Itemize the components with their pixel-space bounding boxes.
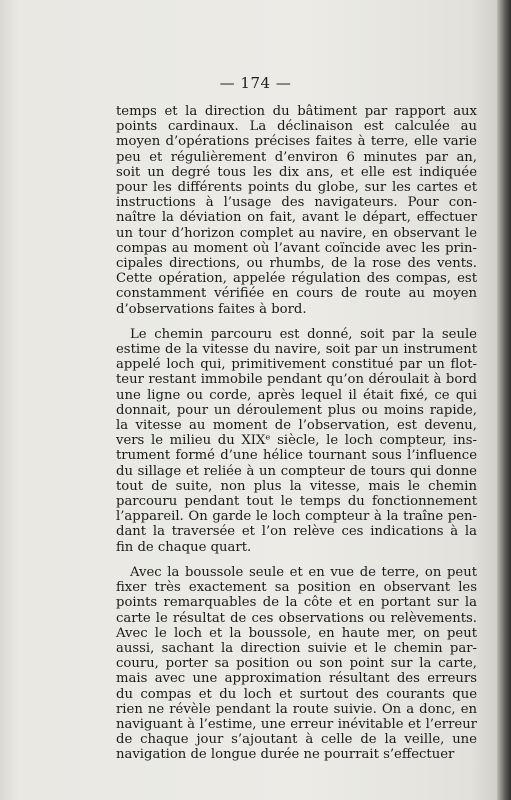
text-line: fin de chaque quart. xyxy=(116,539,252,555)
text-line: vers le milieu du XIXᵉ siècle, le loch compteur, ins- xyxy=(116,433,477,449)
text-line: constamment vérifiée en cours de route au moyen xyxy=(116,286,477,302)
text-line: pour les différents points du globe, sur les cartes et xyxy=(116,180,477,196)
text-line: du sillage et reliée à un compteur de tours qui donne xyxy=(116,463,477,479)
text-line: points remarquables de la côte et en portant sur la xyxy=(116,595,477,611)
text-line: temps et la direction du bâtiment par rapport aux xyxy=(116,104,477,119)
paragraph-3 xyxy=(116,565,477,763)
text-line: du compas et du loch et surtout des courants que xyxy=(116,686,477,702)
text-line: couru, porter sa position ou son point sur la carte, xyxy=(116,656,477,672)
text-line: Le chemin parcouru est donné, soit par la seule xyxy=(130,326,477,342)
text-line: soit un degré tous les dix ans, et elle est indiquée xyxy=(116,164,477,180)
text-line: fixer très exactement sa position en observant les xyxy=(116,580,477,596)
text-line: un tour d’horizon complet au navire, en observant le xyxy=(116,225,477,241)
text-line: Avec le loch et la boussole, en haute mer, on peut xyxy=(116,625,477,641)
text-line: parcouru pendant tout le temps du fonctionnement xyxy=(116,494,477,510)
text-line: tout de suite, non plus la vitesse, mais le chemin xyxy=(116,478,477,494)
text-line: naître la déviation on fait, avant le départ, effectuer xyxy=(116,210,477,226)
text-line: dant la traversée et l’on relève ces indications à la xyxy=(116,524,477,540)
text-line: estime de la vitesse du navire, soit par un instrument xyxy=(116,342,477,358)
text-line: points cardinaux. La déclinaison est calculée au xyxy=(116,119,477,135)
text-line: carte le résultat de ces observations ou relèvements. xyxy=(116,610,477,626)
text-line: navigation de longue durée ne pourrait s’effectuer xyxy=(116,747,455,763)
text-line: d’observations faites à bord. xyxy=(116,301,307,317)
text-line: appelé loch qui, primitivement constitué par un flot- xyxy=(116,357,477,373)
text-line: naviguant à l’estime, une erreur inévitable et l’erreur xyxy=(116,716,477,732)
text-line: mais avec une approximation résultant des erreurs xyxy=(116,671,477,687)
text-line: aussi, sachant la direction suivie et le chemin par- xyxy=(116,640,477,656)
text-line: donnait, pour un déroulement plus ou moins rapide, xyxy=(116,402,477,418)
text-line: de chaque jour s’ajoutant à celle de la veille, une xyxy=(116,732,477,748)
text-line: rien ne révèle pendant la route suivie. On a donc, en xyxy=(116,701,477,717)
text-line: la vitesse au moment de l’observation, est devenu, xyxy=(116,418,477,434)
text-line: l’appareil. On garde le loch compteur à la traîne pen- xyxy=(116,509,477,525)
body-text xyxy=(116,104,477,773)
text-line: Avec la boussole seule et en vue de terre, on peut xyxy=(130,564,477,580)
text-line: teur restant immobile pendant qu’on déroulait à bord xyxy=(116,372,477,388)
text-line: instructions à l’usage des navigateurs. Pour con- xyxy=(116,195,477,211)
text-line: cipales directions, ou rhumbs, de la rose des vents. xyxy=(116,256,477,272)
text-line: peu et régulièrement d’environ 6 minutes par an, xyxy=(116,149,477,165)
paragraph-2 xyxy=(116,327,477,555)
text-line: Cette opération, appelée régulation des compas, est xyxy=(116,271,477,287)
paragraph-1 xyxy=(116,104,477,317)
page-number: — 174 — xyxy=(219,74,292,92)
text-line: une ligne ou corde, après lequel il était fixé, ce qui xyxy=(116,387,477,403)
text-line: moyen d’opérations précises faites à terre, elle varie xyxy=(116,134,477,150)
text-line: trument formé d’une hélice tournant sous l’influence xyxy=(116,448,477,464)
text-line: compas au moment où l’avant coïncide avec les prin- xyxy=(116,240,477,256)
page-edge-shadow xyxy=(497,0,511,800)
